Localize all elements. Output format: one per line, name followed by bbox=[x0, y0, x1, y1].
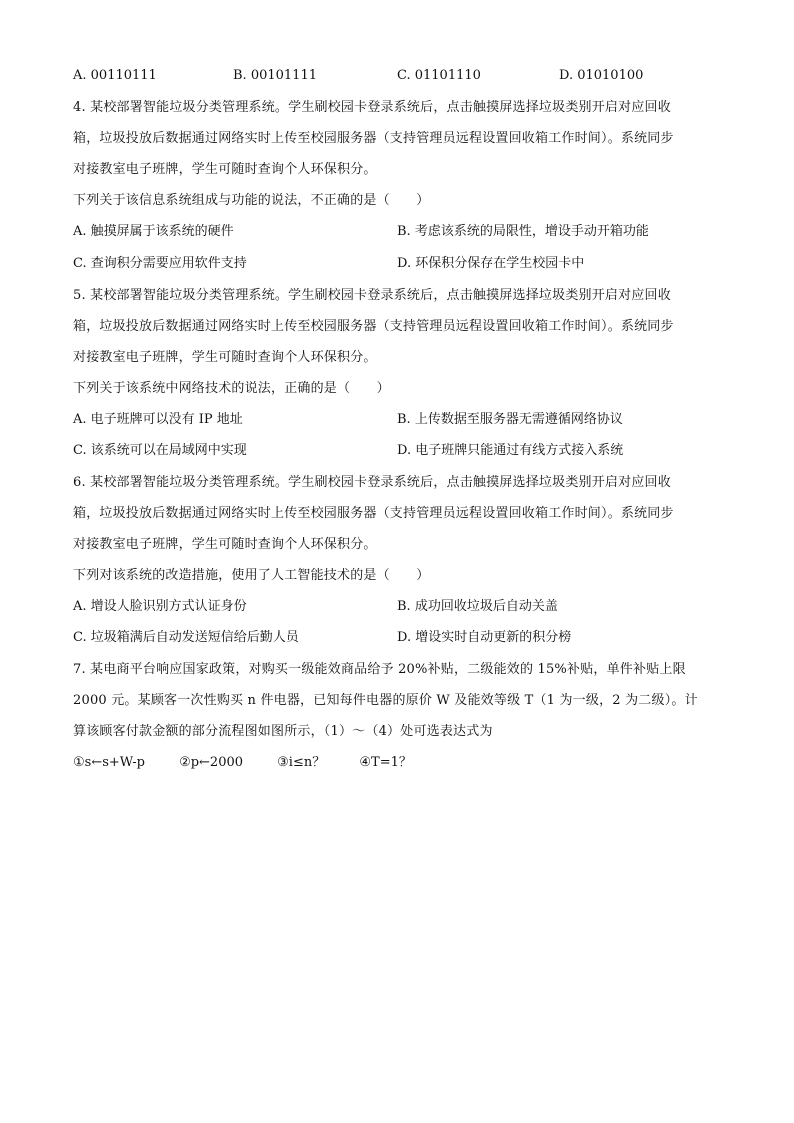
q5-option-a: A. 电子班牌可以没有 IP 地址 bbox=[73, 412, 243, 427]
q6-option-d: D. 增设实时自动更新的积分榜 bbox=[397, 630, 572, 645]
q4-stem-line-1: 4. 某校部署智能垃圾分类管理系统。学生刷校园卡登录系统后，点击触摸屏选择垃圾类别开启对应回收 bbox=[73, 100, 671, 115]
q3-option-a: A. 00110111 bbox=[73, 68, 157, 83]
q7-stem-line-1: 7. 某电商平台响应国家政策，对购买一级能效商品给予 20%补贴，二级能效的 15%补贴，单件补贴上限 bbox=[73, 662, 686, 677]
q6-stem-line-3: 对接教室电子班牌，学生可随时查询个人环保积分。 bbox=[73, 537, 377, 552]
q7-expression-list bbox=[73, 754, 442, 772]
q5-option-b: B. 上传数据至服务器无需遵循网络协议 bbox=[397, 412, 623, 427]
q4-option-b: B. 考虑该系统的局限性，增设手动开箱功能 bbox=[397, 224, 649, 239]
q4-option-a: A. 触摸屏属于该系统的硬件 bbox=[73, 224, 234, 239]
q4-option-d: D. 环保积分保存在学生校园卡中 bbox=[397, 256, 585, 271]
q5-stem-line-2: 箱，垃圾投放后数据通过网络实时上传至校园服务器（支持管理员远程设置回收箱工作时间）。系统同步 bbox=[73, 319, 674, 334]
q5-option-c: C. 该系统可以在局域网中实现 bbox=[73, 443, 247, 458]
q7-stem-line-3: 算该顾客付款金额的部分流程图如图所示，（1）～（4）处可选表达式为 bbox=[73, 724, 493, 739]
q5-stem-line-3: 对接教室电子班牌，学生可随时查询个人环保积分。 bbox=[73, 350, 377, 365]
q3-option-d: D. 01010100 bbox=[559, 68, 644, 83]
q3-option-c: C. 01101110 bbox=[397, 68, 481, 83]
q6-stem-line-1: 6. 某校部署智能垃圾分类管理系统。学生刷校园卡登录系统后，点击触摸屏选择垃圾类别开启对应回收 bbox=[73, 475, 671, 490]
q6-stem-line-2: 箱，垃圾投放后数据通过网络实时上传至校园服务器（支持管理员远程设置回收箱工作时间）。系统同步 bbox=[73, 506, 674, 521]
q7-expression-1: ①s←s+W-p bbox=[73, 755, 145, 770]
q7-expression-3: ③i≤n？ bbox=[277, 755, 326, 770]
q7-expression-2: ②p←2000 bbox=[179, 755, 244, 770]
q5-stem-line-1: 5. 某校部署智能垃圾分类管理系统。学生刷校园卡登录系统后，点击触摸屏选择垃圾类别开启对应回收 bbox=[73, 288, 671, 303]
q6-question: 下列对该系统的改造措施，使用了人工智能技术的是（ ） bbox=[73, 568, 430, 583]
q4-stem-line-2: 箱，垃圾投放后数据通过网络实时上传至校园服务器（支持管理员远程设置回收箱工作时间）。系统同步 bbox=[73, 131, 674, 146]
q7-stem-line-2: 2000 元。某顾客一次性购买 n 件电器，已知每件电器的原价 W 及能效等级 T（1 为一级，2 为二级）。计 bbox=[73, 693, 698, 708]
q7-expression-4: ④T=1？ bbox=[359, 755, 412, 770]
q4-stem-line-3: 对接教室电子班牌，学生可随时查询个人环保积分。 bbox=[73, 162, 377, 177]
q6-option-b: B. 成功回收垃圾后自动关盖 bbox=[397, 599, 558, 614]
q4-question: 下列关于该信息系统组成与功能的说法，不正确的是（ ） bbox=[73, 193, 430, 208]
q3-option-b: B. 00101111 bbox=[233, 68, 317, 83]
q4-option-c: C. 查询积分需要应用软件支持 bbox=[73, 256, 247, 271]
q5-option-d: D. 电子班牌只能通过有线方式接入系统 bbox=[397, 443, 624, 458]
q6-option-c: C. 垃圾箱满后自动发送短信给后勤人员 bbox=[73, 630, 299, 645]
q5-question: 下列关于该系统中网络技术的说法，正确的是（ ） bbox=[73, 381, 390, 396]
q6-option-a: A. 增设人脸识别方式认证身份 bbox=[73, 599, 247, 614]
